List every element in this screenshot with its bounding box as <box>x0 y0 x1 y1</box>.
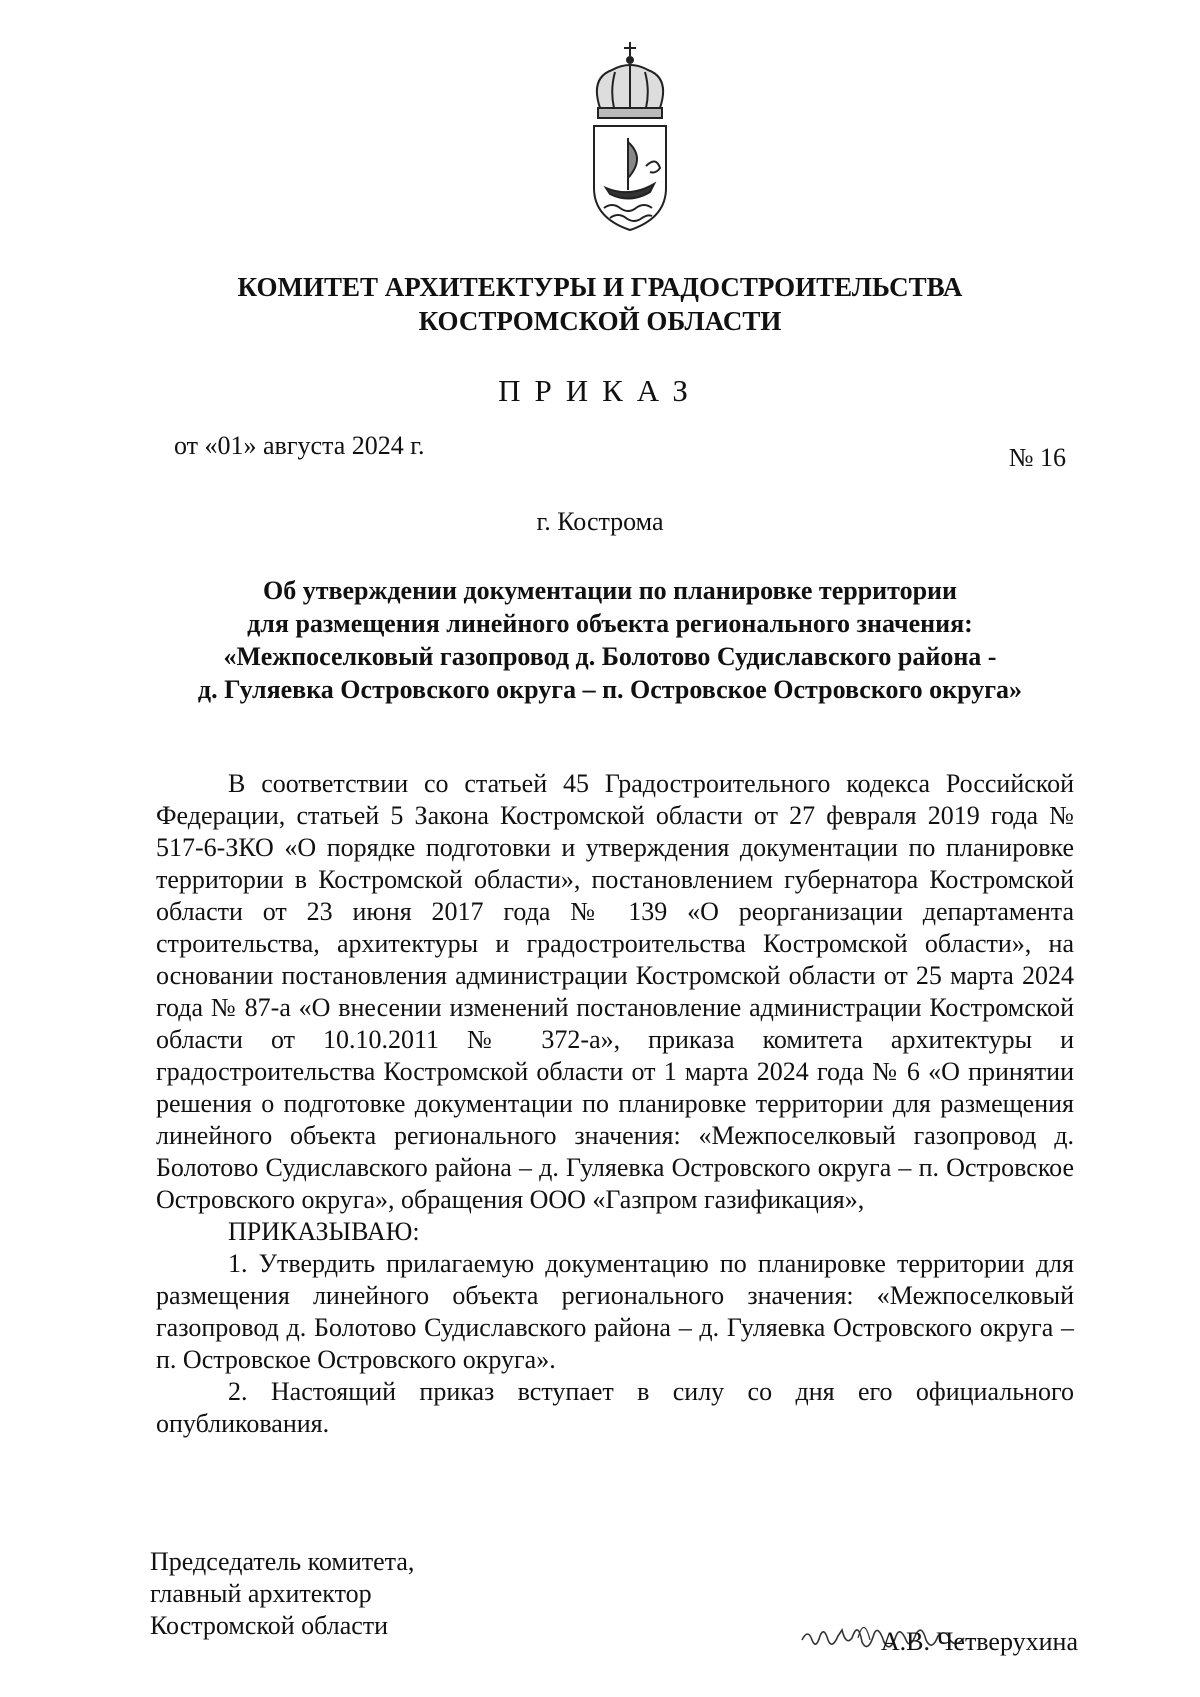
order-item-1: 1. Утвердить прилагаемую документацию по планировке территории для размещения линейного объекта регионального значения: «Межпоселковый газопровод д. Болотово Судиславского района – д. Гуляевка Островского округа – п. Островское Островского округа». <box>156 1249 1074 1374</box>
subject-line: д. Гуляевка Островского округа – п. Островское Островского округа» <box>197 675 1023 704</box>
committee-name-line2: КОСТРОМСКОЙ ОБЛАСТИ <box>418 306 782 336</box>
signatory-name: А.В. Четверухина <box>880 1627 1078 1656</box>
preamble-paragraph: В соответствии со статьей 45 Градостроительного кодекса Российской Федерации, статьей 5 Закона Костромской области от 27 февраля 2019 года № 517-6-ЗКО «О порядке подготовки и утверждения документации по планировке территории в Костромской области», постановлением губернатора Костромской области от 23 июня 2017 года № 139 «О реорганизации департамента строительства, архитектуры и градостроительства Костромской области», на основании постановления администрации Костромской области от 25 марта 2024 года № 87-а «О внесении изменений постановление администрации Костромской области от 10.10.2011 № 372-а», приказа комитета архитектуры и градостроительства Костромской области от 1 марта 2024 года № 6 «О принятии решения о подготовке документации по планировке территории для размещения линейного объекта регионального значения: «Межпоселковый газопровод д. Болотово Судиславского района – д. Гуляевка Островского округа – п. Островское Островского округа», обращения ООО «Газпром газификация», <box>156 769 1074 1214</box>
document-subject <box>150 574 1070 706</box>
signatory-position <box>150 1546 414 1642</box>
document-body <box>156 768 1074 1440</box>
position-line: Председатель комитета, <box>150 1547 415 1576</box>
position-line: Костромской области <box>150 1611 389 1640</box>
kostroma-coat-of-arms-icon <box>580 38 680 238</box>
subject-line: «Межпоселковый газопровод д. Болотово Судиславского района - <box>223 642 997 671</box>
order-word: ПРИКАЗЫВАЮ: <box>228 1217 420 1246</box>
position-line: главный архитектор <box>150 1579 372 1608</box>
subject-line: Об утверждении документации по планировке территории <box>262 576 957 605</box>
order-item-2: 2. Настоящий приказ вступает в силу со дня его официального опубликования. <box>156 1377 1074 1438</box>
document-city: г. Кострома <box>536 507 664 536</box>
committee-name-line1: КОМИТЕТ АРХИТЕКТУРЫ И ГРАДОСТРОИТЕЛЬСТВА <box>237 272 963 302</box>
document-type-title: ПРИКАЗ <box>498 373 702 408</box>
subject-line: для размещения линейного объекта регионального значения: <box>247 609 973 638</box>
document-date: от «01» августа 2024 г. <box>174 431 425 460</box>
document-number: № 16 <box>1008 443 1066 472</box>
